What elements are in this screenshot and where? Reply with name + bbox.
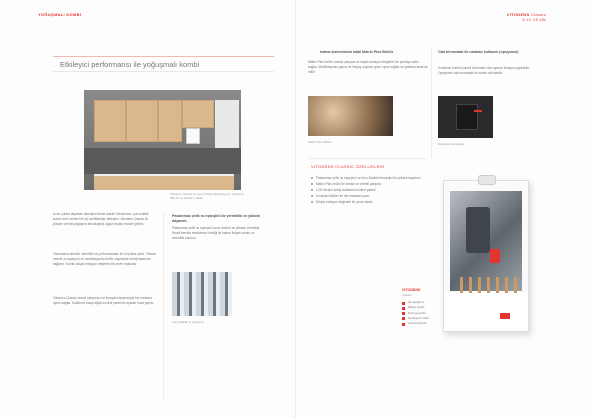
highlight-item: LCD ekranlı kolay kullanımlı kontrol paneli	[311, 188, 431, 193]
panel-text: Kombinin kontrol paneli üzerinden tüm ayarlar kolayca yapılabilir. Opsiyonel oda termostatı ile konfor artırılabilir.	[438, 66, 530, 76]
flue-connector	[478, 175, 496, 185]
brand-name: VITODENS	[506, 12, 530, 17]
column-divider	[163, 212, 164, 400]
legend-brand: VITODENS	[402, 288, 421, 292]
cabinet	[182, 100, 214, 128]
brand-model: Classic	[531, 12, 546, 17]
panel-caption: Dijital kontrol paneli	[438, 142, 465, 146]
section-header: YOĞUŞMALI KOMBİ	[38, 12, 82, 17]
cabinet	[158, 100, 182, 142]
section-rule	[308, 158, 428, 159]
exchanger-caption: Inox-Radial ısı eşanjörü	[172, 320, 204, 324]
countertop	[94, 174, 234, 190]
legend-item: Isı eşanjörü	[402, 300, 447, 305]
boiler-front-cover	[444, 293, 528, 331]
legend-model: Classic	[402, 293, 412, 297]
boiler-cutaway-image	[443, 180, 529, 332]
brand-header	[507, 12, 546, 22]
page-title: Etkileyici performansı ile yoğuşmalı kombi	[60, 60, 200, 69]
highlights-heading: VITODENS CLASSIC ÖZELLİKLERİ	[311, 164, 385, 169]
legend-item: Genleşme tankı	[402, 316, 447, 321]
legend-item: Matrix brülör	[402, 305, 447, 310]
burner-module	[490, 249, 500, 263]
panel-title: Oda termostatı ile uzaktan kullanım (opsiyonel)	[438, 50, 519, 54]
highlight-item: Paslanmaz çelik ısı eşanjörü ve Inox-Radial teknolojisi ile yüksek dayanım	[311, 176, 431, 181]
mps-text: Matrix Plus brülör, sessiz çalışma ve düşük emisyon değerleri ile çevreye katkı sağlar. Modülasyonlu yapısı ile ihtiyaç duyulan güce uyum sağlar ve yakıttan tasarruf edilir.	[308, 60, 428, 75]
cabinet	[126, 100, 158, 142]
burner-photo	[308, 96, 393, 136]
component-legend	[402, 288, 447, 326]
kitchen-caption: Vitodens Classic ile yeni mutfak dekorasyonu. Vitodens 050-W ve 100-W mutfak	[170, 192, 244, 200]
exchanger-photo	[172, 272, 232, 316]
burner-caption: Matrix Plus Brülör	[308, 140, 332, 144]
legend-item: Pompa grubu	[402, 311, 447, 316]
intro-text: Uzun yıllara dayanan deneyimi temel alarak Viessmann, çok mutfak kombi ürün serisini en iyi özellikleriyle birleştirir. Vitodens Classic ile yüksek verimli yoğuşma teknolojisini uygun fiyatla evinize getirin.	[53, 212, 149, 227]
title-rule-bottom	[53, 71, 274, 72]
title-rule-top	[53, 56, 274, 57]
panel-indicator	[474, 110, 482, 112]
column-divider	[431, 48, 432, 158]
highlight-item: Matrix Plus brülör ile sessiz ve verimli çalışma	[311, 182, 431, 187]
shelf	[215, 100, 239, 150]
panel-screen	[456, 104, 478, 130]
heat-exchanger	[466, 207, 490, 253]
burner-text: Paslanmaz çelik ısı eşanjörü uzun ömürlü ve yüksek verimlidir. Kendi kendini temizleme özelliği ile bakım ihtiyacı azalır ve verimlilik korunur.	[172, 226, 261, 241]
backsplash	[84, 148, 241, 174]
comfort-text: Vitodens Classic sessiz çalışması ve kompakt tasarımıyla her mekana uyum sağlar. Kullanımı kolay dijital kontrol paneli ile ayarlar hızla yapılır.	[53, 296, 155, 306]
boiler-unit	[186, 128, 200, 144]
efficiency-text: Viessmann ürünleri verimlilik ve performansları ile ön plana çıkar. Yüksek verimli ısı eşanjörü ve modülasyonlu brülör sayesinde enerji tasarrufu sağlanır. Kombi düşük emisyon değerleri ile çevre dostudur.	[53, 252, 156, 267]
page-fold	[295, 0, 296, 418]
burner-title: Paslanmaz çelik ısı eşanjörü ile verimlilik ve yüksek dayanım	[172, 214, 261, 223]
mps-title: Isıtma sisteminizin kalbi Matrix Plus Brülör	[320, 50, 394, 54]
highlight-item: Düşük emisyon değerleri ile çevre dostu	[311, 200, 431, 205]
page-info: 5 Yıl 25 kW	[522, 17, 546, 22]
boiler-interior	[450, 191, 522, 291]
highlight-item: Kompakt ölçüler ile her mekana uyum	[311, 194, 431, 199]
brand-badge	[500, 313, 510, 319]
legend-item: Kontrol paneli	[402, 321, 447, 326]
control-panel-photo	[438, 96, 493, 138]
highlights-list	[311, 176, 431, 205]
kitchen-photo	[84, 90, 241, 190]
cabinet	[94, 100, 126, 142]
